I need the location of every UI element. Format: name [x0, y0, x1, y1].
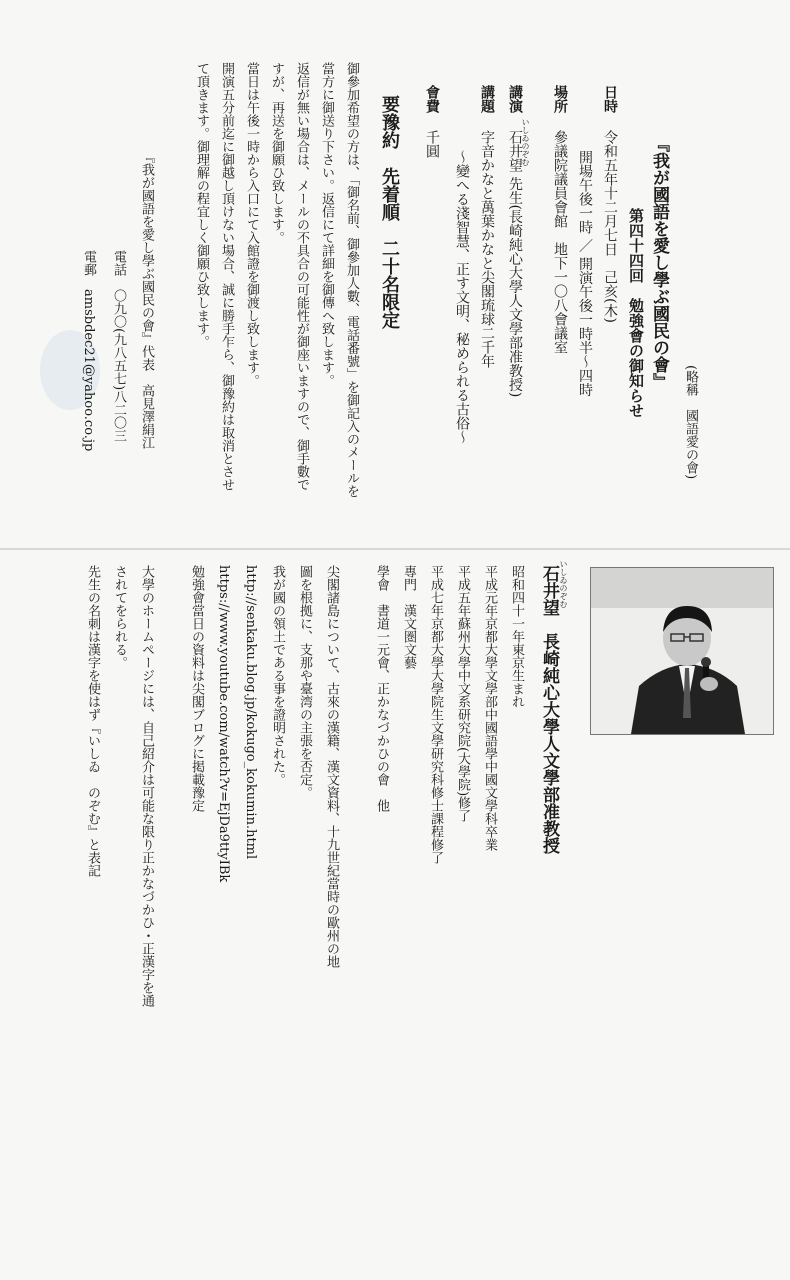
body-line-4: すが、再送を御願ひ致します。	[269, 62, 284, 244]
profile-name: 石井望 長崎純心大學人文學部准教授	[539, 565, 559, 854]
place-text: 參議院議員會館 地下一〇八會議室	[552, 130, 568, 354]
body-line-5: 當日は午後一時から入口にて入館證を御渡し致します。	[244, 62, 259, 387]
topic-text: 字音かなと萬葉かなと尖閣琉球二千年	[479, 130, 495, 368]
history-line-4: 平成七年京都大學大學院生文學研究科修士課程修了	[428, 565, 443, 864]
fee-label: 會費	[424, 85, 440, 113]
topic-label: 講題	[479, 85, 495, 113]
phone-line: 電話 〇九〇(九八五七)八二〇三	[111, 250, 126, 443]
history-line-6: 學會 書道一元會、正かなづかひの會 他	[374, 565, 389, 812]
date-text: 令和五年十二月七日 己亥(木)	[602, 130, 618, 323]
body-line-7: て頂きます。御理解の程宜しく御願ひ致します。	[194, 62, 209, 348]
body-line-1: 御參加希望の方は、「御名前、御參加人數、電話番號」を御記入のメールを	[344, 62, 359, 498]
profile-body-6: 勉強會當日の資料は尖閣ブログに掲載豫定	[189, 565, 204, 812]
speaker-label: 講演	[507, 85, 523, 113]
place-label: 場所	[552, 85, 568, 113]
speaker-ruby: いしゐのぞむ	[521, 118, 530, 166]
profile-body-3: 我が國の領土である事を證明された。	[270, 565, 285, 786]
profile-body-2: 圖を根拠に、支那や臺湾の主張を否定。	[297, 565, 312, 799]
fold-line	[0, 548, 790, 550]
profile-body-1: 尖閣諸島について、古來の漢籍、漢文資料、十九世紀當時の歐州の地	[324, 565, 339, 968]
blog-link[interactable]: http://senkaku.blog.jp/kokugo_kokumin.html	[243, 565, 258, 860]
notice-subtitle: 第四十四回 勉強會の御知らせ	[627, 208, 645, 418]
body-line-6: 開演五分前迄に御越し頂けない場合、誠に勝手乍ら、御豫約は取消とさせ	[219, 62, 234, 491]
body-line-3: 返信が無い場合は、メールの不具合の可能性が御座いますので、御手數で	[294, 62, 309, 491]
youtube-link[interactable]: https://www.youtube.com/watch?v=EjDa9ttyIBk	[216, 565, 231, 883]
body-line-2: 當方に御送り下さい。返信にて詳細を御傳へ致します。	[319, 62, 334, 387]
date-label: 日時	[602, 85, 618, 113]
notice-title: 『我が國語を愛し學ぶ國民の會』	[649, 135, 669, 390]
speaker-portrait-icon	[591, 568, 773, 734]
profile-body-9: されてをられる。	[112, 565, 127, 669]
history-line-1: 昭和四十一年東京生まれ	[509, 565, 524, 708]
profile-body-8: 大學のホームページには、自己紹介は可能な限り正かなづかひ・正漢字を通	[139, 565, 154, 1007]
history-line-3: 平成五年蘇州大學中文系研究院(大學院)修了	[455, 565, 470, 823]
history-line-5: 專門 漢文圏文藝	[401, 565, 416, 669]
history-line-2: 平成元年京都大學文學部中國語學中國文學科卒業	[482, 565, 497, 851]
speaker-photo	[590, 567, 774, 735]
reserve-heading: 要豫約 先着順 二十名限定	[379, 95, 400, 329]
notice-abbrev: (略稱 國語愛の會)	[683, 365, 698, 480]
speaker-text: 石井望 先生(長崎純心大學人文學部准教授)	[507, 130, 523, 398]
time-text: 開場午後一時 ／ 開演午後一時半～四時	[577, 150, 593, 397]
email-line: 電郵 amsbdec21@yahoo.co.jp	[81, 250, 96, 452]
org-line: 『我が國語を愛し學ぶ國民の會』代表 高見澤絹江	[139, 150, 154, 449]
profile-name-ruby: いしゐのぞむ	[559, 560, 568, 608]
profile-body-10: 先生の名刺は漢字を使はず『いしゐ のぞむ』と表記	[85, 565, 100, 877]
topic-subtitle: ～變へる淺智慧、正す文明、秘められる古俗～	[454, 150, 470, 444]
fee-text: 千圓	[424, 130, 440, 158]
